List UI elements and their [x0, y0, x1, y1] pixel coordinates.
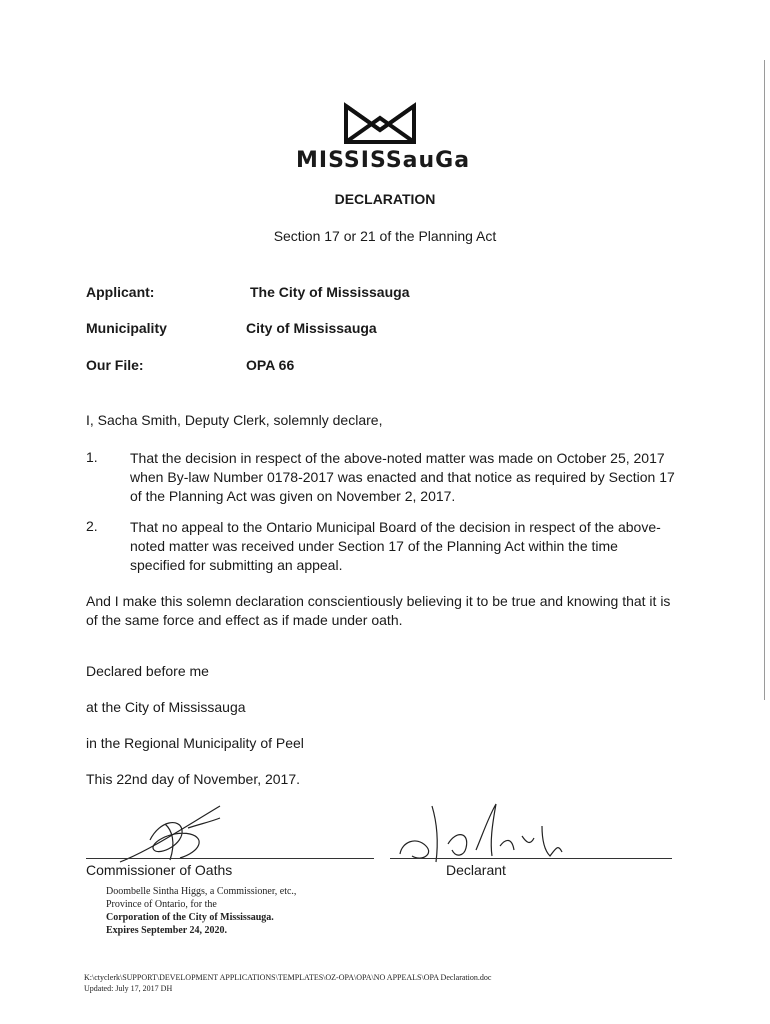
- commissioner-stamp: [106, 885, 296, 937]
- municipality-label: Municipality: [86, 320, 167, 336]
- declarant-signature-line: [390, 858, 672, 859]
- closing-statement: And I make this solemn declaration conscientiously believing it to be true and knowing that it is of the same force and effect as if made under oath.: [86, 593, 671, 628]
- footer-path: K:\ctyclerk\SUPPORT\DEVELOPMENT APPLICATIONS\TEMPLATES\OZ-OPA\OPA\NO APPEALS\OPA Declaration.doc: [84, 973, 492, 982]
- municipality-value: City of Mississauga: [246, 320, 377, 336]
- item-text: That no appeal to the Ontario Municipal Board of the decision in respect of the above-noted matter was received under Section 17 of the Planning Act within the time specified for submitting an appeal.: [130, 519, 661, 573]
- scan-edge-line: [764, 60, 765, 700]
- applicant-value: The City of Mississauga: [250, 284, 410, 300]
- applicant-label: Applicant:: [86, 284, 155, 300]
- declared-line: in the Regional Municipality of Peel: [86, 735, 304, 751]
- mississauga-wordmark: MISSISSauGa: [296, 148, 471, 173]
- commissioner-signature-icon: [110, 800, 240, 870]
- item-text: That the decision in respect of the above-noted matter was made on October 25, 2017 when By-law Number 0178-2017 was enacted and that notice as required by Section 17 of the Planning Act was given on November 2, 2017.: [130, 450, 675, 504]
- document-subtitle: Section 17 or 21 of the Planning Act: [273, 228, 497, 244]
- document-title: DECLARATION: [334, 191, 436, 207]
- mississauga-logo-icon: [340, 100, 420, 148]
- declared-line: This 22nd day of November, 2017.: [86, 771, 301, 787]
- commissioner-signature-line: [86, 858, 374, 859]
- file-label: Our File:: [86, 357, 144, 373]
- stamp-line: Doombelle Sintha Higgs, a Commissioner, etc.,: [106, 886, 297, 897]
- footer-updated: Updated: July 17, 2017 DH: [84, 984, 173, 993]
- item-number: 1.: [86, 449, 98, 465]
- stamp-line: Province of Ontario, for the: [106, 899, 217, 910]
- file-value: OPA 66: [246, 357, 295, 373]
- declarant-label: Declarant: [446, 862, 506, 878]
- declared-line: Declared before me: [86, 663, 209, 679]
- item-number: 2.: [86, 518, 98, 534]
- stamp-line: Expires September 24, 2020.: [106, 925, 228, 936]
- intro-statement: I, Sacha Smith, Deputy Clerk, solemnly declare,: [86, 412, 383, 428]
- commissioner-label: Commissioner of Oaths: [86, 862, 233, 878]
- declared-line: at the City of Mississauga: [86, 699, 246, 715]
- document-footer: [84, 972, 491, 994]
- stamp-line: Corporation of the City of Mississauga.: [106, 912, 274, 923]
